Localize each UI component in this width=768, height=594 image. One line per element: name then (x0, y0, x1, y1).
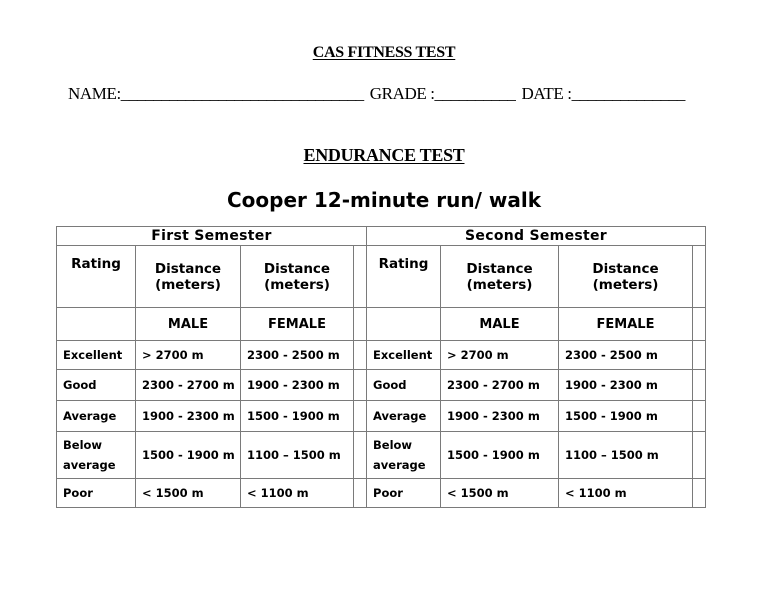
rating-cell: Average (57, 401, 136, 432)
rating-cell: Poor (57, 479, 136, 508)
spacer-cell (693, 370, 706, 401)
female-distance-header (241, 246, 354, 308)
female-header: FEMALE (241, 308, 354, 341)
meters-label: (meters) (592, 276, 659, 293)
rating-line: average (63, 458, 116, 472)
female-value: < 1100 m (241, 479, 354, 508)
meters-label: (meters) (466, 276, 533, 293)
distance-label: Distance (154, 260, 222, 277)
spacer-cell (693, 401, 706, 432)
female-value: 2300 - 2500 m (241, 341, 354, 370)
spacer-cell (354, 246, 367, 308)
section-title: ENDURANCE TEST (303, 145, 465, 165)
rating-line: Below (63, 438, 103, 452)
table-row-poor (57, 479, 706, 508)
male-distance-header (136, 246, 241, 308)
table-row-excellent (57, 341, 706, 370)
male-header: MALE (136, 308, 241, 341)
female-value: 1100 – 1500 m (241, 432, 354, 479)
rating-line: Below (373, 438, 413, 452)
male-value: > 2700 m (136, 341, 241, 370)
male-value: 1500 - 1900 m (136, 432, 241, 479)
table-row-below-average (57, 432, 706, 479)
female-value: < 1100 m (559, 479, 693, 508)
spacer-cell (693, 308, 706, 341)
table-row-average (57, 401, 706, 432)
date-blank[interactable]: ______________ (571, 84, 685, 103)
male-value: 2300 - 2700 m (136, 370, 241, 401)
empty-cell (367, 308, 441, 341)
rating-cell: Good (367, 370, 441, 401)
spacer-cell (693, 479, 706, 508)
name-blank[interactable]: ______________________________ (120, 84, 364, 103)
spacer-cell (354, 370, 367, 401)
male-value: 1900 - 2300 m (136, 401, 241, 432)
distance-label: Distance (466, 260, 533, 277)
distance-header-row (57, 246, 706, 308)
female-header: FEMALE (559, 308, 693, 341)
spacer-cell (354, 401, 367, 432)
first-semester-header: First Semester (57, 227, 367, 246)
rating-header: Rating (57, 246, 136, 308)
spacer-cell (354, 432, 367, 479)
distance-label: Distance (592, 260, 659, 277)
cooper-test-table (56, 226, 706, 508)
rating-cell (367, 432, 441, 479)
rating-line: average (373, 458, 426, 472)
grade-label: GRADE : (369, 84, 435, 103)
female-value: 1100 – 1500 m (559, 432, 693, 479)
female-value: 1500 - 1900 m (559, 401, 693, 432)
second-semester-header: Second Semester (367, 227, 706, 246)
male-value: 1900 - 2300 m (441, 401, 559, 432)
table-row-good (57, 370, 706, 401)
gender-header-row (57, 308, 706, 341)
rating-header: Rating (367, 246, 441, 308)
female-value: 1900 - 2300 m (241, 370, 354, 401)
male-distance-header (441, 246, 559, 308)
meters-label: (meters) (155, 276, 221, 293)
meters-label: (meters) (264, 276, 330, 293)
name-label: NAME: (68, 84, 121, 103)
empty-cell (57, 308, 136, 341)
grade-blank[interactable]: __________ (434, 84, 516, 103)
spacer-cell (354, 341, 367, 370)
male-value: > 2700 m (441, 341, 559, 370)
distance-label: Distance (263, 260, 331, 277)
rating-cell: Good (57, 370, 136, 401)
male-value: 2300 - 2700 m (441, 370, 559, 401)
document-title: CAS FITNESS TEST (312, 44, 456, 61)
female-value: 2300 - 2500 m (559, 341, 693, 370)
spacer-cell (693, 341, 706, 370)
male-header: MALE (441, 308, 559, 341)
female-value: 1500 - 1900 m (241, 401, 354, 432)
student-info-line (68, 84, 685, 104)
spacer-cell (354, 308, 367, 341)
rating-cell: Excellent (57, 341, 136, 370)
semester-header-row (57, 227, 706, 246)
test-subtitle: Cooper 12-minute run/ walk (227, 188, 541, 212)
spacer-cell (354, 479, 367, 508)
rating-cell: Poor (367, 479, 441, 508)
date-label: DATE : (521, 84, 572, 103)
male-value: < 1500 m (441, 479, 559, 508)
spacer-cell (693, 246, 706, 308)
rating-cell (57, 432, 136, 479)
male-value: 1500 - 1900 m (441, 432, 559, 479)
female-distance-header (559, 246, 693, 308)
rating-cell: Average (367, 401, 441, 432)
rating-cell: Excellent (367, 341, 441, 370)
female-value: 1900 - 2300 m (559, 370, 693, 401)
male-value: < 1500 m (136, 479, 241, 508)
spacer-cell (693, 432, 706, 479)
